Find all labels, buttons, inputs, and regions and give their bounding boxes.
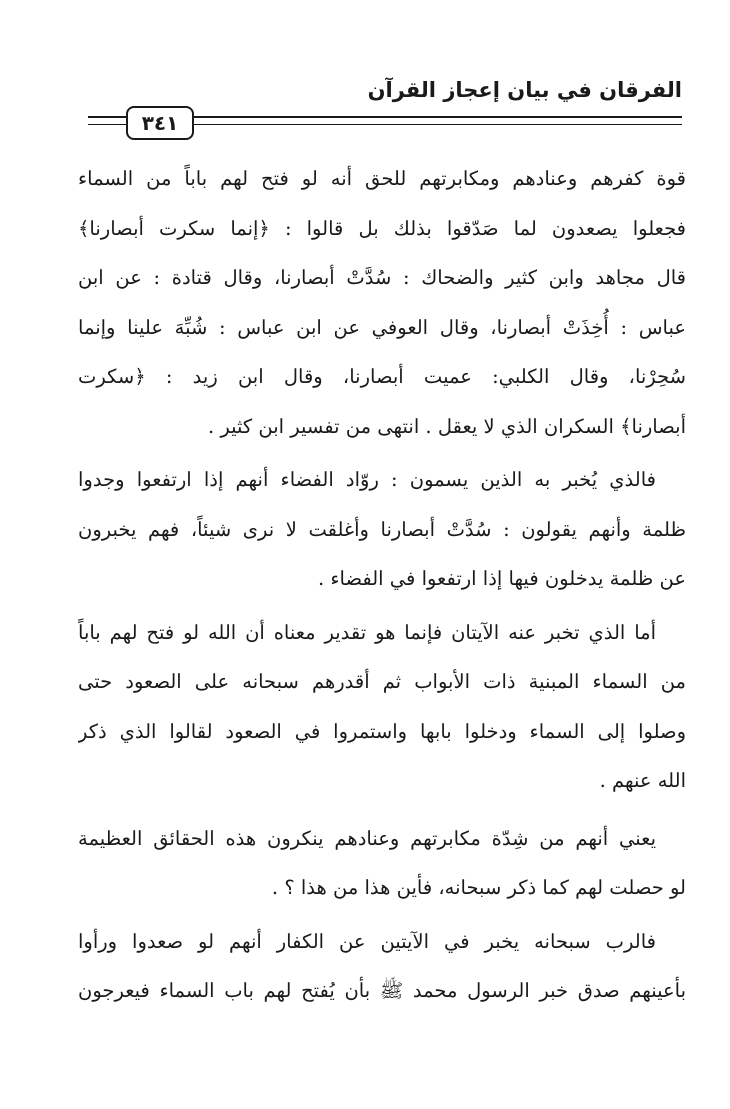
text-line: فالرب سبحانه يخبر في الآيتين عن الكفار أنهم لو صعدوا ورأوا: [78, 929, 656, 953]
header-rule-left-top: [88, 116, 128, 118]
text-line: فالذي يُخبر به الذين يسمون : روّاد الفضاء أنهم إذا ارتفعوا وجدوا: [78, 468, 656, 491]
text-line: عباس : أُخِذَتْ أبصارنا، وقال العوفي عن ابن عباس : شُبِّهَ علينا وإنما: [78, 315, 686, 339]
text-line: فجعلوا يصعدون لما صَدّقوا بذلك بل قالوا : ﴿إنما سكرت أبصارنا﴾: [78, 216, 686, 240]
text-line: من السماء المبنية ذات الأبواب ثم أقدرهم سبحانه على الصعود حتى: [78, 670, 686, 693]
text-line: عن ظلمة يدخلون فيها إذا ارتفعوا في الفضاء .: [317, 567, 686, 590]
running-title: الفرقان في بيان إعجاز القرآن: [367, 78, 682, 102]
body-text: [78, 154, 686, 1016]
text-line: الله عنهم .: [599, 769, 686, 792]
header-rule-left-bottom: [88, 124, 128, 125]
text-line: بأعينهم صدق خبر الرسول محمد ﷺ بأن يُفتح لهم باب السماء فيعرجون: [78, 979, 686, 1002]
text-line: قوة كفرهم وعنادهم ومكابرتهم للحق أنه لو فتح لهم باباً من السماء: [78, 167, 686, 190]
header-rule-right-bottom: [190, 124, 682, 125]
text-line: لو حصلت لهم كما ذكر سبحانه، فأين هذا من هذا ؟ .: [271, 876, 686, 899]
text-line: يعني أنهم من شِدّة مكابرتهم وعنادهم ينكرون هذه الحقائق العظيمة: [78, 826, 656, 850]
text-line: قال مجاهد وابن كثير والضحاك : سُدَّتْ أبصارنا، وقال قتادة : عن ابن: [78, 266, 686, 289]
text-line: وصلوا إلى السماء ودخلوا بابها واستمروا في الصعود لقالوا الذي ذكر: [78, 719, 686, 743]
page-number: ٣٤١: [126, 106, 194, 140]
text-line: أبصارنا﴾ السكران الذي لا يعقل . انتهى من تفسير ابن كثير .: [207, 414, 686, 438]
text-line: أما الذي تخبر عنه الآيتان فإنما هو تقدير معناه أن الله لو فتح لهم باباً: [78, 620, 656, 644]
header-rule-right-top: [190, 116, 682, 118]
text-line: سُحِرْنا، وقال الكلبي: عميت أبصارنا، وقال ابن زيد : ﴿سكرت: [78, 365, 686, 388]
text-line: ظلمة وأنهم يقولون : سُدَّتْ أبصارنا وأغلقت لا نرى شيئاً، فهم يخبرون: [78, 517, 686, 541]
